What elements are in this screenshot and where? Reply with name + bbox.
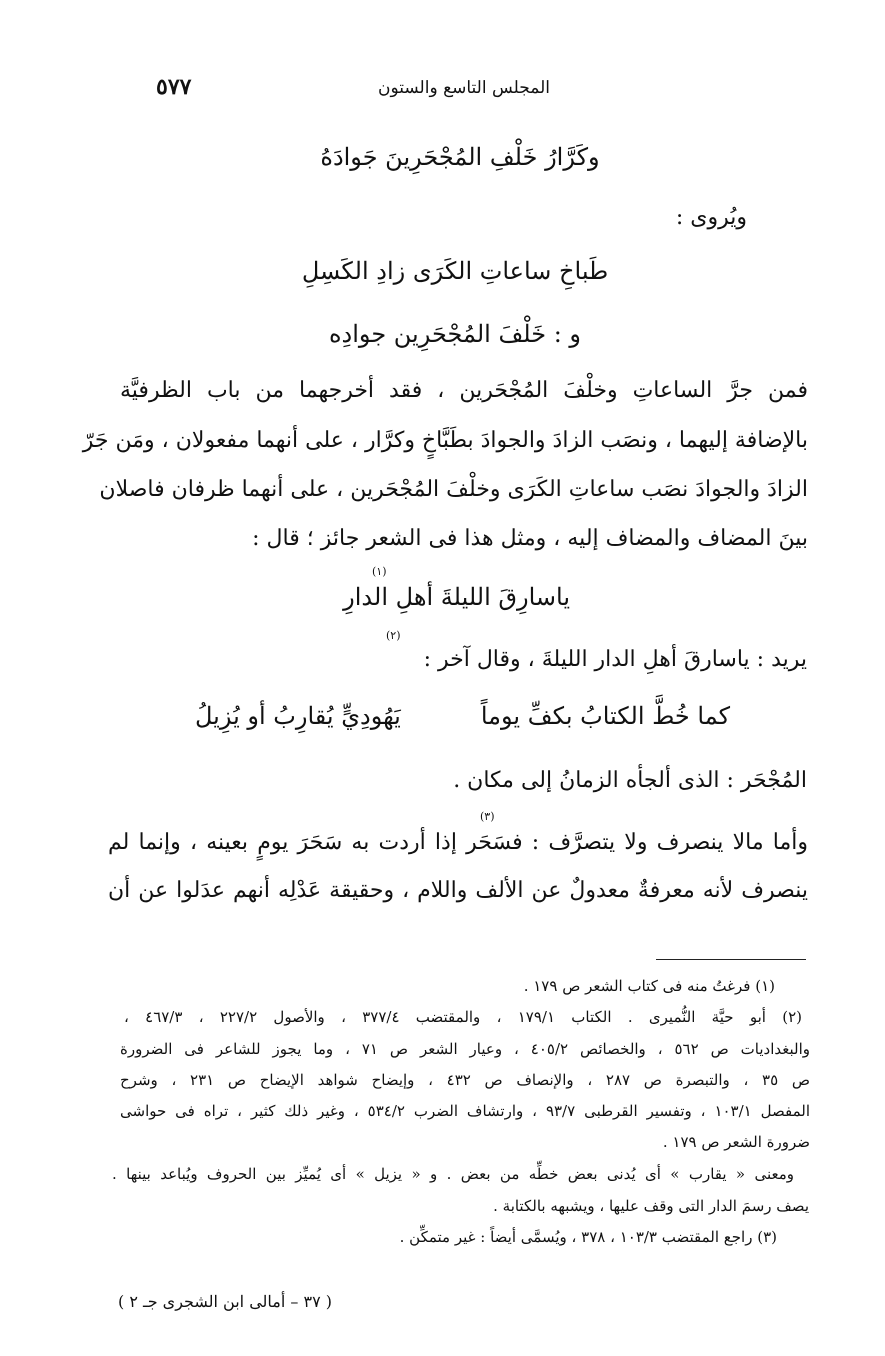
verse-line-2: طَباخِ ساعاتِ الكَرَى زادِ الكَسِلِ <box>301 257 609 285</box>
verse-line-3: و : خَلْفَ المُجْحَرِين جوادِه <box>328 320 581 348</box>
verse-hemistich-2: يَهُودِيٍّ يُقارِبُ أو يُزِيلُ <box>195 702 401 730</box>
paragraph-1-line-3: الزادَ والجوادَ نصَب ساعاتِ الكَرَى وخلْفَ المُجْحَرين ، على أنهما ظرفان فاصلان <box>99 477 808 502</box>
footnote-2-line-2: والبغداديات ص ٥٦٢ ، والخصائص ٤٠٥/٢ ، وعيار الشعر ص ٧١ ، وما يجوز للشاعر فى الضرورة <box>120 1040 810 1058</box>
footnote-1: (١) فرغتُ منه فى كتاب الشعر ص ١٧٩ . <box>523 977 775 995</box>
footnote-3: (٣) راجع المقتضب ١٠٣/٣ ، ٣٧٨ ، ويُسمَّى أيضاً : غير متمكِّن . <box>399 1228 777 1246</box>
definition-line: المُجْحَر : الذى ألجأه الزمانُ إلى مكان . <box>453 768 807 793</box>
page-number: ٥٧٧ <box>156 74 192 100</box>
body-line-yurid: يريد : ياسارقَ أهلِ الدار الليلةَ ، وقال آخر : <box>423 647 807 672</box>
footnote-marker-2: (٢) <box>386 629 401 642</box>
footnote-2-note-line-2: يصف رسمَ الدار التى وقف عليها ، ويشبهه بالكتابة . <box>493 1197 809 1215</box>
footnote-separator <box>656 959 806 960</box>
footnote-2-line-3: ص ٣٥ ، والتبصرة ص ٢٨٧ ، والإنصاف ص ٤٣٢ ، وإيضاح شواهد الإيضاح ص ٢٣١ ، وشرح <box>120 1071 811 1089</box>
paragraph-2-line-2: ينصرف لأنه معرفةٌ معدولٌ عن الألف واللام ، وحقيقة عَدْلِه أنهم عدَلوا عن أن <box>108 878 808 903</box>
verse-line-4: ياسارِقَ الليلةَ أهلِ الدارِ <box>343 583 570 611</box>
verse-hemistich-1: كما خُطَّ الكتابُ بكفِّ يوماً <box>480 702 730 730</box>
footnote-marker-3: (٣) <box>480 810 495 823</box>
footnote-2-note-line-1: ومعنى « يقارب » أى يُدنى بعض خطِّه من بعض . و « يزيل » أى يُميِّز بين الحروف ويُباعد بينها . <box>112 1165 794 1183</box>
paragraph-1-line-1: فمن جرَّ الساعاتِ وخلْفَ المُجْحَرين ، فقد أخرجهما من باب الظرفيَّة <box>120 378 808 403</box>
verse-line-1: وكَرَّارُ خَلْفِ المُجْحَرِينَ جَوادَهُ <box>320 143 600 171</box>
paragraph-2-line-1: وأما مالا ينصرف ولا يتصرَّف : فسَحَر إذا أردت به سَحَرَ يومٍ بعينه ، وإنما لم <box>108 830 808 855</box>
running-title: المجلس التاسع والستون <box>378 78 550 98</box>
paragraph-1-line-4: بينَ المضاف والمضاف إليه ، ومثل هذا فى الشعر جائز ؛ قال : <box>252 526 808 551</box>
paragraph-1-line-2: بالإضافة إليهما ، ونصَب الزادَ والجوادَ بطَبَّاخٍ وكرَّار ، على أنهما مفعولان ، ومَن جَرّ <box>82 428 808 453</box>
footnote-2-line-1: (٢) أبو حيَّة النُّميرى . الكتاب ١٧٩/١ ، والمقتضب ٣٧٧/٤ ، والأصول ٢٢٧/٢ ، ٤٦٧/٣ ، <box>124 1008 802 1026</box>
riwaya-label: ويُروى : <box>675 205 747 230</box>
signature-line: ( ٣٧ – أمالى ابن الشجرى جـ ٢ ) <box>118 1292 332 1311</box>
footnote-2-line-5: ضرورة الشعر ص ١٧٩ . <box>662 1133 810 1151</box>
footnote-marker-1: (١) <box>372 565 387 578</box>
footnote-2-line-4: المفصل ١٠٣/١ ، وتفسير القرطبى ٩٣/٧ ، وارتشاف الضرب ٥٣٤/٢ ، وغير ذلك كثير ، تراه فى حواشى <box>120 1102 810 1120</box>
